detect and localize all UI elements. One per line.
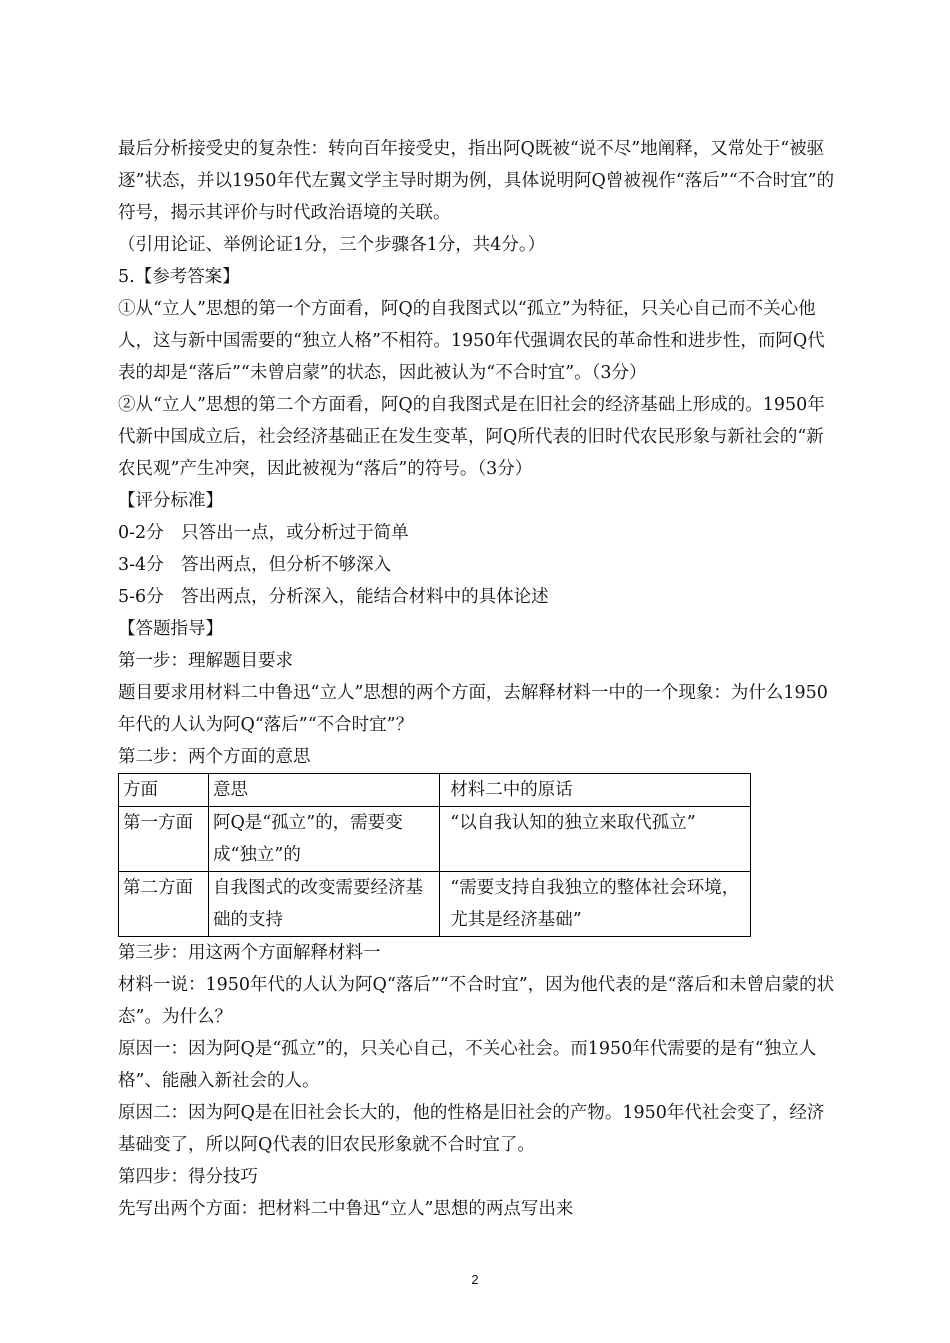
step-3-material: 材料一说：1950年代的人认为阿Q“落后”“不合时宜”，因为他代表的是“落后和未曾启蒙的状态”。为什么？ [118,975,835,1027]
table-header-row [119,774,751,807]
reason-2: 原因二：因为阿Q是在旧社会长大的，他的性格是旧社会的产物。1950年代社会变了，经济基础变了，所以阿Q代表的旧农民形象就不合时宜了。 [118,1103,825,1155]
scoring-level-2: 3-4分 答出两点，但分析不够深入 [118,555,392,575]
step-4-text: 先写出两个方面：把材料二中鲁迅“立人”思想的两点写出来 [118,1199,574,1219]
table-cell: 自我图式的改变需要经济基础的支持 [208,872,439,937]
reason-1: 原因一：因为阿Q是“孤立”的，只关心自己，不关心社会。而1950年代需要的是有“独立人格”、能融入新社会的人。 [118,1039,817,1091]
table-cell: 第一方面 [119,807,209,872]
table-header-cell: 方面 [119,774,209,807]
table-cell: “以自我认知的独立来取代孤立” [440,807,751,872]
table-header-cell: 意思 [208,774,439,807]
page-number: 2 [471,1272,479,1287]
scoring-level-1: 0-2分 只答出一点，或分析过于简单 [118,523,409,543]
paragraph-reception-history: 最后分析接受史的复杂性：转向百年接受史，指出阿Q既被“说不尽”地阐释，又常处于“被驱逐”状态，并以1950年代左翼文学主导时期为例，具体说明阿Q曾被视作“落后”“不合时宜”的符号，揭示其评价与时代政治语境的关联。 [118,139,835,223]
table-row [119,807,751,872]
step-4-heading: 第四步：得分技巧 [118,1167,258,1187]
step-1-heading: 第一步：理解题目要求 [118,651,293,671]
guidance-heading: 【答题指导】 [118,619,223,639]
step-1-text: 题目要求用材料二中鲁迅“立人”思想的两个方面，去解释材料一中的一个现象：为什么1950年代的人认为阿Q“落后”“不合时宜”？ [118,683,828,735]
question-5-heading: 5.【参考答案】 [118,267,240,287]
paragraph-scoring-note: （引用论证、举例论证1分，三个步骤各1分，共4分。） [118,235,546,255]
aspects-table [118,773,751,937]
step-3-heading: 第三步：用这两个方面解释材料一 [118,943,381,963]
answer-point-1: ①从“立人”思想的第一个方面看，阿Q的自我图式以“孤立”为特征，只关心自己而不关心他人，这与新中国需要的“独立人格”不相符。1950年代强调农民的革命性和进步性，而阿Q代表的却是“落后”“未曾启蒙”的状态，因此被认为“不合时宜”。（3分） [118,299,825,383]
scoring-level-3: 5-6分 答出两点，分析深入，能结合材料中的具体论述 [118,587,549,607]
table-row [119,872,751,937]
scoring-criteria-heading: 【评分标准】 [118,491,223,511]
table-header-cell: 材料二中的原话 [440,774,751,807]
answer-point-2: ②从“立人”思想的第二个方面看，阿Q的自我图式是在旧社会的经济基础上形成的。1950年代新中国成立后，社会经济基础正在发生变革，阿Q所代表的旧时代农民形象与新社会的“新农民观”产生冲突，因此被视为“落后”的符号。（3分） [118,395,825,479]
table-cell: 第二方面 [119,872,209,937]
document-body [118,133,838,1225]
table-cell: “需要支持自我独立的整体社会环境，尤其是经济基础” [440,872,751,937]
step-2-heading: 第二步：两个方面的意思 [118,747,311,767]
table-cell: 阿Q是“孤立”的，需要变成“独立”的 [208,807,439,872]
